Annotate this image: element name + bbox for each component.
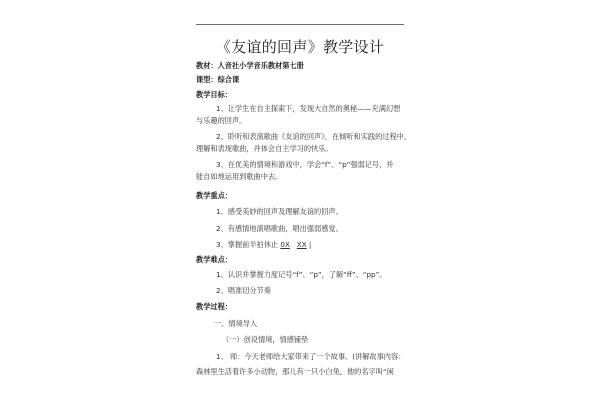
process-line: 1、 师：今天老师给大家带来了一个故事。(讲解故事内容： — [216, 352, 406, 361]
rhythm-mark: 0X — [280, 240, 290, 249]
lesson-type-line: 课型：综合课 — [196, 75, 240, 84]
key-points-heading: 教学重点： — [196, 191, 232, 200]
key-point-3-suffix: | — [308, 240, 312, 249]
page-title: 《友谊的回声》教学设计 — [215, 38, 385, 56]
process-line: 森林里生活着许多小动物，那儿有一只小白兔，他的名字叫“闲 — [196, 367, 394, 376]
objective-line: 与乐趣的回声。 — [196, 116, 247, 125]
document-page — [196, 0, 412, 400]
process-line: （一）创设情境，情感铺垫 — [222, 335, 309, 344]
objective-line: 1、让学生在自主探索下，发现大自然的奥秘——充满幻想 — [216, 104, 401, 113]
objective-line: 理解和表现歌曲，并体会自主学习的快乐。 — [196, 144, 333, 153]
difficulties-heading: 教学难点： — [196, 255, 232, 264]
key-point-3-prefix: 3、掌握前半拍休止 — [216, 240, 279, 249]
objective-line: 3、在优美的情境和游戏中，学会“f”、“p”强弱记号，并 — [216, 160, 394, 169]
key-point-line: 1、感受美妙的回声及理解友谊的回声。 — [216, 207, 343, 216]
objective-line: 能自如地运用到歌曲中去。 — [196, 172, 283, 181]
key-point-line: 2、有感情地演唱歌曲，唱出强弱感觉。 — [216, 224, 343, 233]
process-heading: 教学过程： — [196, 302, 232, 311]
difficulty-line: 1、认识并掌握力度记号“f”、“p”，了解“ff”、“pp”。 — [216, 270, 387, 279]
rhythm-mark: XX — [296, 240, 307, 249]
process-line: 一、情境导入 — [214, 319, 258, 328]
objectives-heading: 教学目标： — [196, 90, 232, 99]
textbook-line: 教材：人音社小学音乐教材第七册 — [196, 61, 304, 70]
header-rule — [196, 24, 404, 25]
rhythm-space — [292, 240, 294, 249]
key-point-line — [216, 240, 311, 250]
difficulty-line: 2、唱准切分节奏 — [216, 286, 271, 295]
objective-line: 2、聆听和表演歌曲《友谊的回声》，在倾听和实践的过程中， — [216, 132, 412, 141]
